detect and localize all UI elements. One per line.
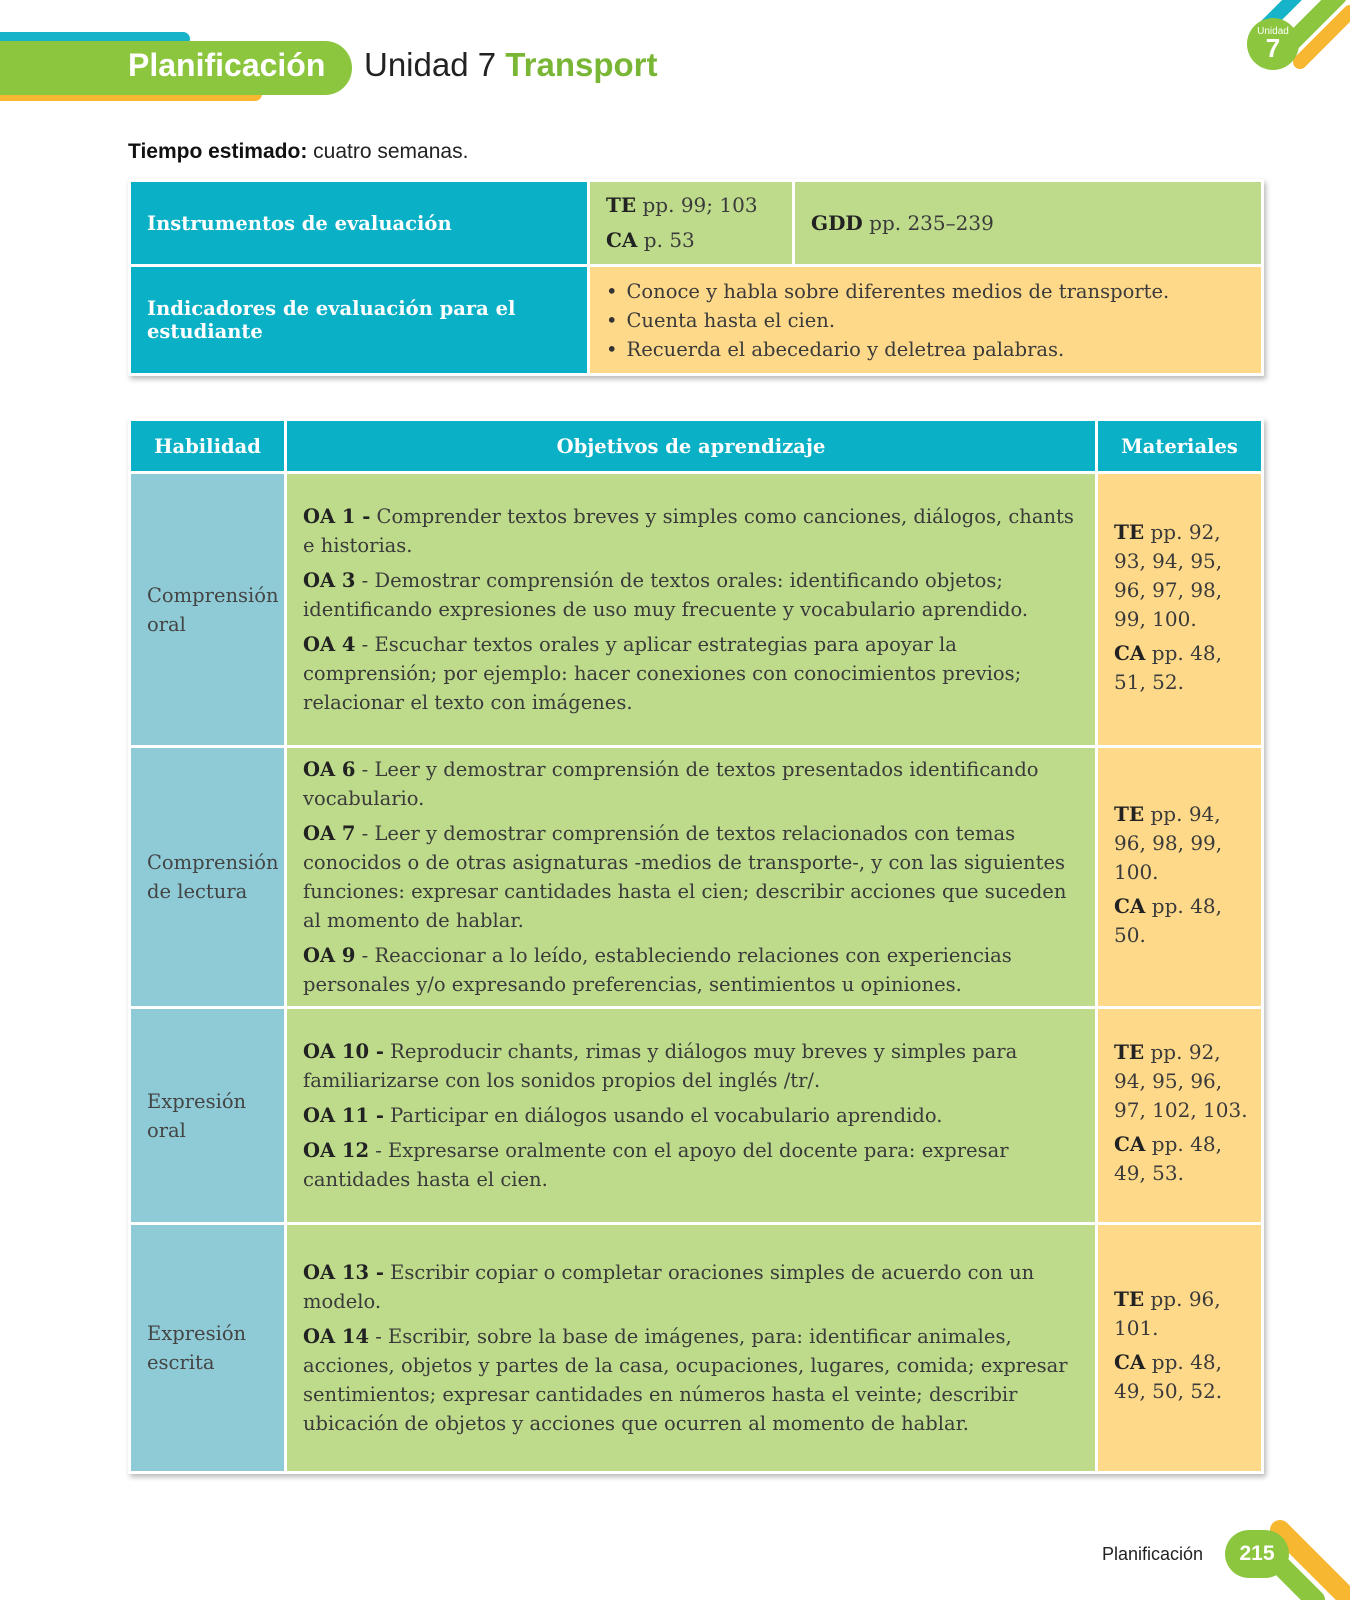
objective-item: OA 1 - Comprender textos breves y simples como canciones, diálogos, chants e historias. (303, 505, 1074, 557)
objectives-cell (287, 1225, 1095, 1471)
skill-cell: Expresión escrita (131, 1225, 284, 1471)
footer-label: Planificación (1102, 1544, 1204, 1564)
section-title: Planificación (128, 47, 326, 83)
table-row (131, 474, 1261, 745)
objective-item: OA 7 - Leer y demostrar comprensión de textos relacionados con temas conocidos o de otras asignaturas -medios de transporte-, y con las siguientes funciones: expresar cantidades hasta el cien; describir acciones que suceden al momento de hablar. (303, 822, 1067, 932)
material-item: TE pp. 96, 101. (1114, 1287, 1221, 1340)
unit-badge-label: Unidad (1257, 26, 1289, 37)
unit-name: Transport (505, 46, 658, 83)
unit-prefix: Unidad 7 (364, 46, 497, 83)
material-item: CA pp. 48, 51, 52. (1114, 640, 1222, 694)
instruments-label: Instrumentos de evaluación (131, 182, 587, 264)
objective-item: OA 9 - Reaccionar a lo leído, estableciendo relaciones con experiencias personales y/o expresando preferencias, sentimientos u opiniones. (303, 944, 1012, 996)
ref-ca: CA p. 53 (606, 228, 695, 252)
header-objectives: Objetivos de aprendizaje (287, 421, 1095, 471)
objectives-table (128, 418, 1264, 1474)
unit-title (364, 46, 657, 84)
material-item: TE pp. 94, 96, 98, 99, 100. (1114, 801, 1223, 884)
objectives-cell (287, 474, 1095, 745)
indicator-item: • Recuerda el abecedario y deletrea palabras. (606, 335, 1261, 364)
estimated-time-label: Tiempo estimado: (128, 140, 308, 163)
indicator-item: • Conoce y habla sobre diferentes medios de transporte. (606, 277, 1261, 306)
table-row (131, 748, 1261, 1006)
materials-cell (1098, 474, 1261, 745)
material-item: CA pp. 48, 49, 53. (1114, 1132, 1222, 1185)
gdd-code: GDD (811, 210, 863, 235)
material-item: CA pp. 48, 50. (1114, 893, 1222, 947)
material-item: CA pp. 48, 49, 50, 52. (1114, 1350, 1223, 1403)
table-row (131, 1009, 1261, 1222)
objective-item: OA 6 - Leer y demostrar comprensión de textos presentados identificando vocabulario. (303, 758, 1039, 810)
objectives-cell (287, 748, 1095, 1006)
skill-cell: Expresión oral (131, 1009, 284, 1222)
indicator-item: • Cuenta hasta el cien. (606, 306, 1261, 335)
objective-item: OA 14 - Escribir, sobre la base de imágenes, para: identificar animales, acciones, objetos y partes de la casa, ocupaciones, lugares, comida; expresar sentimientos; expresar cantidades en números hasta el veinte; describir ubicación de objetos y acciones que ocurren al momento de hablar. (303, 1325, 1068, 1435)
materials-cell (1098, 1225, 1261, 1471)
unit-badge (1247, 18, 1299, 70)
skill-cell: Comprensión de lectura (131, 748, 284, 1006)
skill-cell: Comprensión oral (131, 474, 284, 745)
objective-item: OA 11 - Participar en diálogos usando el vocabulario aprendido. (303, 1104, 943, 1127)
evaluation-table (128, 179, 1264, 376)
header-materials: Materiales (1098, 421, 1261, 471)
objective-item: OA 12 - Expresarse oralmente con el apoyo del docente para: expresar cantidades hasta el cien. (303, 1139, 1009, 1191)
table-row (131, 1225, 1261, 1471)
objective-item: OA 10 - Reproducir chants, rimas y diálogos muy breves y simples para familiarizarse con los sonidos propios del inglés /tr/. (303, 1040, 1018, 1092)
indicators-cell (590, 267, 1261, 373)
instruments-refs (590, 182, 792, 264)
unit-badge-number: 7 (1265, 33, 1281, 63)
indicators-list (590, 277, 1261, 364)
page-number: 215 (1225, 1530, 1289, 1578)
ref-te: TE pp. 99; 103 (606, 193, 758, 217)
estimated-time (128, 140, 468, 164)
objective-item: OA 13 - Escribir copiar o completar oraciones simples de acuerdo con un modelo. (303, 1261, 1035, 1313)
materials-cell (1098, 1009, 1261, 1222)
material-item: TE pp. 92, 93, 94, 95, 96, 97, 98, 99, 100. (1114, 519, 1223, 631)
gdd-pages: pp. 235–239 (869, 210, 994, 235)
instruments-gdd (795, 182, 1261, 264)
section-pill (0, 41, 352, 95)
material-item: TE pp. 92, 94, 95, 96, 97, 102, 103. (1114, 1040, 1248, 1122)
objectives-cell (287, 1009, 1095, 1222)
objective-item: OA 4 - Escuchar textos orales y aplicar estrategias para apoyar la comprensión; por ejemplo: hacer conexiones con conocimientos previos; relacionar el texto con imágenes. (303, 633, 1022, 714)
objective-item: OA 3 - Demostrar comprensión de textos orales: identificando objetos; identificando expresiones de uso muy frecuente y vocabulario aprendido. (303, 569, 1029, 621)
estimated-time-value: cuatro semanas. (313, 140, 469, 163)
indicators-label: Indicadores de evaluación para el estudiante (131, 267, 587, 373)
header-skill: Habilidad (131, 421, 284, 471)
materials-cell (1098, 748, 1261, 1006)
